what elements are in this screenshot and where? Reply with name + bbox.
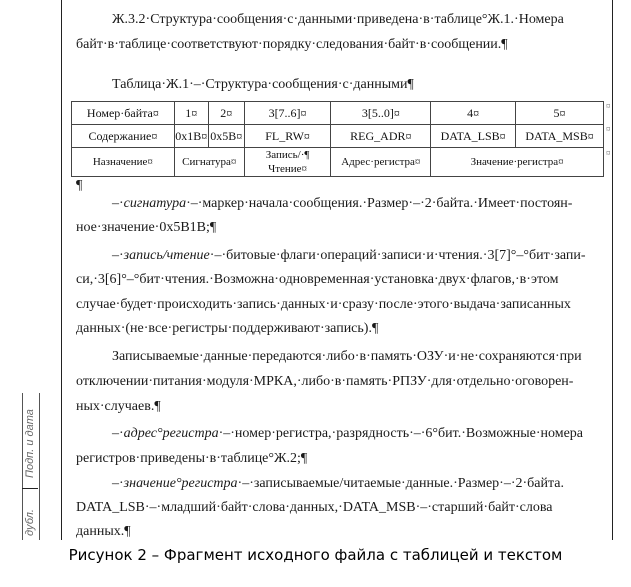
line-rest: ·–·битовые·флаги·операций·записи·и·чтения.·3[7]°–°бит·запи- [209,248,586,263]
rw-para-line2: си,·3[6]°–°бит·чтения.·Возможна·одновременная·установка·двух·флагов,·в·этом [76,272,559,287]
figure-caption: Рисунок 2 – Фрагмент исходного файла с таблицей и текстом [68,546,563,564]
line-rest: ·–·записываемые/читаемые·данные.·Размер·–·2·байта. [237,476,564,491]
para1-line2: байт·в·таблице·соответствуют·порядку·следования·байт·в·сообщении.¶ [76,37,508,52]
term-signature: сигнатура [123,196,187,211]
table-cell: Значение·регистра¤ [431,148,604,177]
side-stamp-divider [22,488,38,489]
table-cell: Сигнатура¤ [174,148,244,177]
dash: –· [112,196,124,211]
signature-para-line1 [112,196,602,212]
table-title: Таблица·Ж.1·–·Структура·сообщения·с·данными¶ [112,77,414,92]
value-para-line3: данных.¶ [76,524,131,539]
side-stamp-label-dubl: дубл. [24,509,36,536]
empty-paragraph-mark: ¶ [76,178,83,193]
table-cell: REG_ADR¤ [331,125,431,148]
write-para-line3: ных·случаев.¶ [76,399,161,414]
row-end-mark: ¤ [606,124,611,134]
dash: –· [112,248,124,263]
write-para-line1: Записываемые·данные·передаются·либо·в·память·ОЗУ·и·не·сохраняются·при [112,349,582,364]
side-stamp-label-date: Подп. и дата [24,409,36,478]
para1-line1: Ж.3.2·Структура·сообщения·с·данными·приведена·в·таблице°Ж.1.·Номера [112,12,564,27]
table-cell: 1¤ [174,102,208,125]
term-register-value: значение°регистра [123,476,238,491]
table-cell: Содержание¤ [72,125,175,148]
addr-para-line2: регистров·приведены·в·таблице°Ж.2;¶ [76,451,308,466]
table-cell: 0x5B¤ [208,125,244,148]
table-cell: 5¤ [516,102,604,125]
rw-para-line1 [112,248,602,264]
table-cell: DATA_LSB¤ [431,125,516,148]
table-cell: 2¤ [208,102,244,125]
table-row [72,102,604,125]
right-margin-line [612,0,613,540]
table-row [72,125,604,148]
table-cell: 3[5..0]¤ [331,102,431,125]
table-cell: Назначение¤ [72,148,175,177]
addr-para-line1 [112,426,602,442]
dash: –· [112,426,124,441]
row-end-mark: ¤ [606,101,611,111]
table-cell: Адрес·регистра¤ [331,148,431,177]
table-cell: 0x1B¤ [174,125,208,148]
value-para-line1 [112,476,602,492]
line-rest: ·–·номер·регистра,·разрядность·–·6°бит.·Возможные·номера [218,426,583,441]
table-cell: 4¤ [431,102,516,125]
table-cell: Номер·байта¤ [72,102,175,125]
table-row [72,148,604,177]
line-rest: ·–·маркер·начала·сообщения.·Размер·–·2·байта.·Имеет·постоян- [186,196,573,211]
row-end-mark: ¤ [606,148,611,158]
message-structure-table [71,101,604,177]
rw-para-line3: случае·будет·происходить·запись·данных·и·сразу·после·этого·выдача·записанных [76,297,571,312]
table-cell [244,148,331,177]
write-para-line2: отключении·питания·модуля·МРКА,·либо·в·память·РПЗУ·для·отдельно·оговорен- [76,374,574,389]
table-cell: DATA_MSB¤ [516,125,604,148]
rw-para-line4: данных·(не·все·регистры·поддерживают·запись).¶ [76,321,379,336]
term-register-address: адрес°регистра [123,426,219,441]
signature-para-line2: ное·значение·0x5B1B;¶ [76,220,217,235]
dash: –· [112,476,124,491]
left-margin-line [61,0,62,540]
table-cell: FL_RW¤ [244,125,331,148]
cell-line: Запись/·¶ [265,149,310,161]
table-cell: 3[7..6]¤ [244,102,331,125]
cell-line: Чтение¤ [268,163,308,175]
value-para-line2: DATA_LSB·–·младший·байт·слова·данных,·DATA_MSB·–·старший·байт·слова [76,500,553,515]
term-read-write: запись/чтение [123,248,210,263]
